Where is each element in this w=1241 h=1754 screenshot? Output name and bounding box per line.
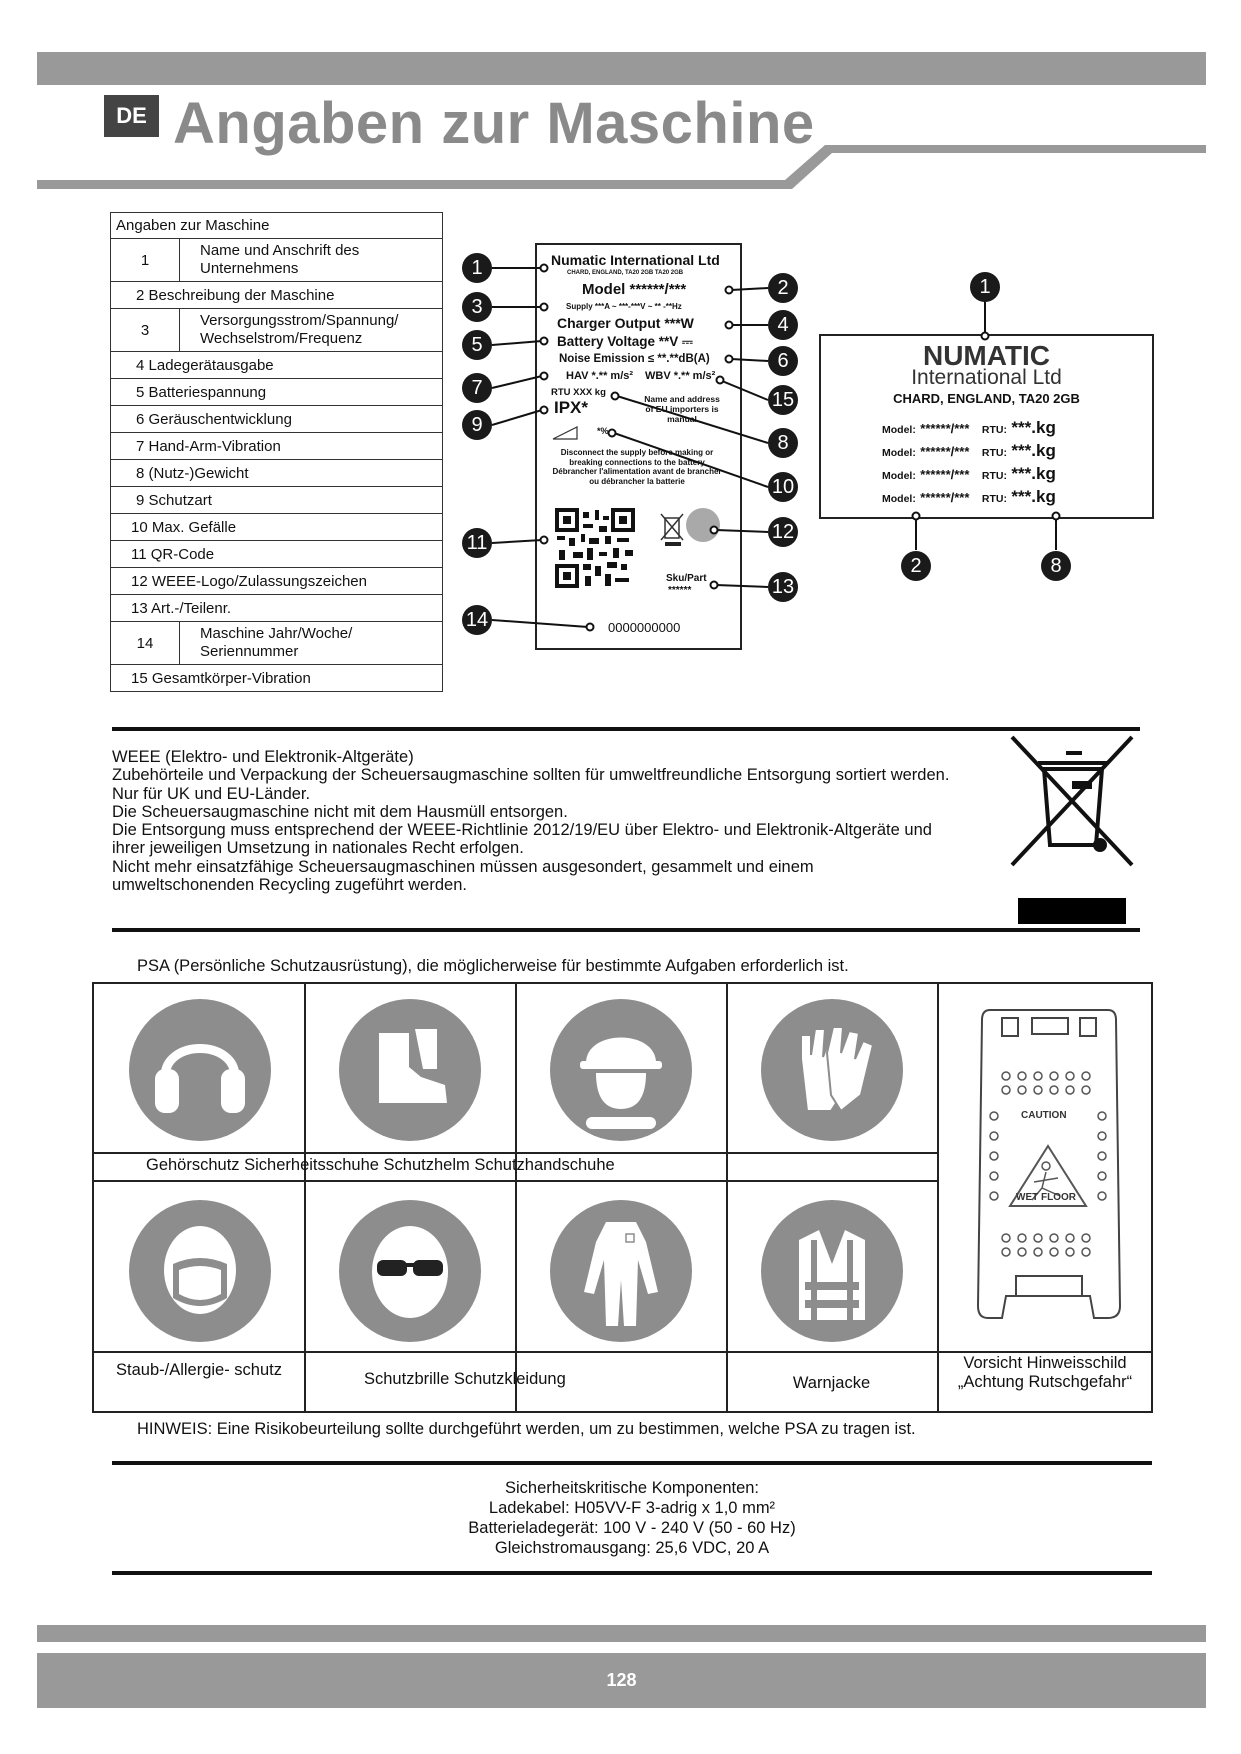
ear-protection-icon [129,999,271,1141]
table-row: 11 QR-Code [111,541,443,568]
ppe-row1-caption: Gehörschutz Sicherheitsschuhe Schutzhelm Schutzhandschuhe [146,1156,615,1174]
safety-components: Sicherheitskritische Komponenten: Ladekabel: H05VV-F 3-adrig x 1,0 mm² Batterieladegerät: 100 V - 240 V (50 - 60 Hz) Gleichstromausgang: 25,6 VDC, 20 A [468,1479,796,1557]
ppe-caption-sign: Vorsicht Hinweisschild „Achtung Rutschgefahr“ [957,1354,1133,1391]
safety-glasses-icon [339,1200,481,1342]
ppe-grid [92,982,1153,1413]
numatic-sub: International Ltd [911,366,1062,389]
table-row: 10 Max. Gefälle [111,514,443,541]
ppe-title: PSA (Persönliche Schutzausrüstung), die möglicherweise für bestimmte Aufgaben erforderlich ist. [137,957,849,975]
table-row: 7 Hand-Arm-Vibration [111,433,443,460]
table-row: 4 Ladegerätausgabe [111,352,443,379]
numatic-callout-1: 1 [970,272,1000,302]
table-row: 5 Batteriespannung [111,379,443,406]
table-row: 13 Art.-/Teilenr. [111,595,443,622]
parts-table-header: Angaben zur Maschine [111,213,443,239]
numatic-callout-lines [0,0,1241,600]
grid-line [304,984,306,1411]
label-battery: Battery Voltage **V ⎓ [557,334,693,349]
weee-black-bar [1018,898,1126,924]
callout-5: 5 [462,330,492,360]
callout-15: 15 [768,385,798,415]
label-sku-value: ****** [668,585,692,596]
numatic-row: Model: ******/*** RTU: ***.kg [882,441,1056,460]
dust-mask-icon [129,1200,271,1342]
language-badge: DE [104,95,159,137]
callout-14: 14 [462,605,492,635]
numatic-callout-8: 8 [1041,551,1071,581]
callout-11: 11 [462,528,492,558]
numatic-row: Model: ******/*** RTU: ***.kg [882,418,1056,437]
callout-13: 13 [768,572,798,602]
callout-12: 12 [768,517,798,547]
hi-vis-vest-icon [761,1200,903,1342]
page-title: Angaben zur Maschine [173,91,815,156]
label-supply: Supply ***A ~ ***-***V ~ ** -**Hz [566,302,682,311]
ppe-note: HINWEIS: Eine Risikobeurteilung sollte durchgeführt werden, um zu bestimmen, welche PSA zu tragen ist. [137,1420,916,1438]
label-address: CHARD, ENGLAND, TA20 2GB TA20 2GB [567,270,684,276]
label-hav: HAV *.** m/s² [566,370,634,382]
grid-line [726,984,728,1411]
divider [112,928,1140,932]
callout-6: 6 [768,346,798,376]
divider [112,1571,1152,1575]
safety-boots-icon [339,999,481,1141]
table-row: 2 Beschreibung der Maschine [111,282,443,309]
callout-8: 8 [768,428,798,458]
ppe-caption-glasses-clothing: Schutzbrille Schutzkleidung [364,1370,566,1388]
label-serial: 0000000000 [608,620,681,635]
divider [112,1461,1152,1465]
numatic-address: CHARD, ENGLAND, TA20 2GB [893,391,1080,406]
table-row: 15 Gesamtkörper-Vibration [111,665,443,692]
table-row: 3 Versorgungsstrom/Spannung/ Wechselstrom/Frequenz [111,309,443,352]
grid-line [937,984,939,1411]
sign-caution-text: CAUTION [1021,1110,1067,1121]
ppe-caption-dust: Staub-/Allergie- schutz [116,1361,282,1379]
table-row: 9 Schutzart [111,487,443,514]
label-rtu: RTU XXX kg [551,387,606,398]
ppe-caption-vest: Warnjacke [792,1374,871,1392]
sign-wet-floor-text: WET FLOOR [1016,1192,1076,1203]
numatic-row: Model: ******/*** RTU: ***.kg [882,464,1056,483]
table-row: 14 Maschine Jahr/Woche/ Seriennummer [111,622,443,665]
table-row: 6 Geräuschentwicklung [111,406,443,433]
weee-text: WEEE (Elektro- und Elektronik-Altgeräte) Zubehörteile und Verpackung der Scheuersaugmaschine sollten für umweltfreundliche Entsorgung sortiert werden. Nur für UK und EU-Länder. Die Scheuersaugmaschine nicht mit dem Hausmüll entsorgen. Die Entsorgung muss entsprechend der WEEE-Richtlinie 2012/19/EU über Elektro- und Elektronik-Altgeräte und ihrer jeweiligen Umsetzung in nationales Recht erfolgen. Nicht mehr einsatzfähige Scheuersaugmaschinen müssen ausgesondert, gesammelt und einem umweltschonenden Recycling zugeführt werden. [112,748,950,895]
label-model: Model ******/*** [582,281,687,298]
table-row: 1 Name und Anschrift des Unternehmens [111,239,443,282]
callout-1: 1 [462,253,492,283]
grid-line [94,1180,937,1182]
label-wbv: WBV *.** m/s² [645,370,716,382]
weee-crossed-bin-icon [1008,733,1136,873]
label-charger: Charger Output ***W [557,315,694,331]
label-disconnect: Disconnect the supply before making or breaking connections to the battery Débrancher l'alimentation avant de brancher ou débrancher la batterie [552,448,722,486]
callout-10: 10 [768,472,798,502]
label-slope: *% [597,426,609,436]
callout-9: 9 [462,410,492,440]
divider [112,727,1140,731]
callout-4: 4 [768,310,798,340]
numatic-row: Model: ******/*** RTU: ***.kg [882,487,1056,506]
grid-line [515,984,517,1411]
safety-gloves-icon [761,999,903,1141]
protective-clothing-icon [550,1200,692,1342]
callout-7: 7 [462,373,492,403]
footer-bar [37,1625,1206,1642]
label-importer: Name and address of EU importers is manual [644,394,720,424]
grid-line [94,1351,1151,1353]
numatic-brand: NUMATIC [922,340,1050,371]
table-row: 12 WEEE-Logo/Zulassungszeichen [111,568,443,595]
label-ipx: IPX* [554,398,589,417]
label-sku-title: Sku/Part [666,573,707,584]
page-number: 128 [37,1653,1206,1708]
table-row: 8 (Nutz-)Gewicht [111,460,443,487]
wet-floor-sign-icon [974,1006,1124,1326]
safety-helmet-icon [550,999,692,1141]
callout-2: 2 [768,273,798,303]
label-noise: Noise Emission ≤ **.**dB(A) [559,353,710,365]
grid-line [94,1152,937,1154]
numatic-callout-2: 2 [901,551,931,581]
callout-3: 3 [462,292,492,322]
label-company: Numatic International Ltd [551,252,720,268]
